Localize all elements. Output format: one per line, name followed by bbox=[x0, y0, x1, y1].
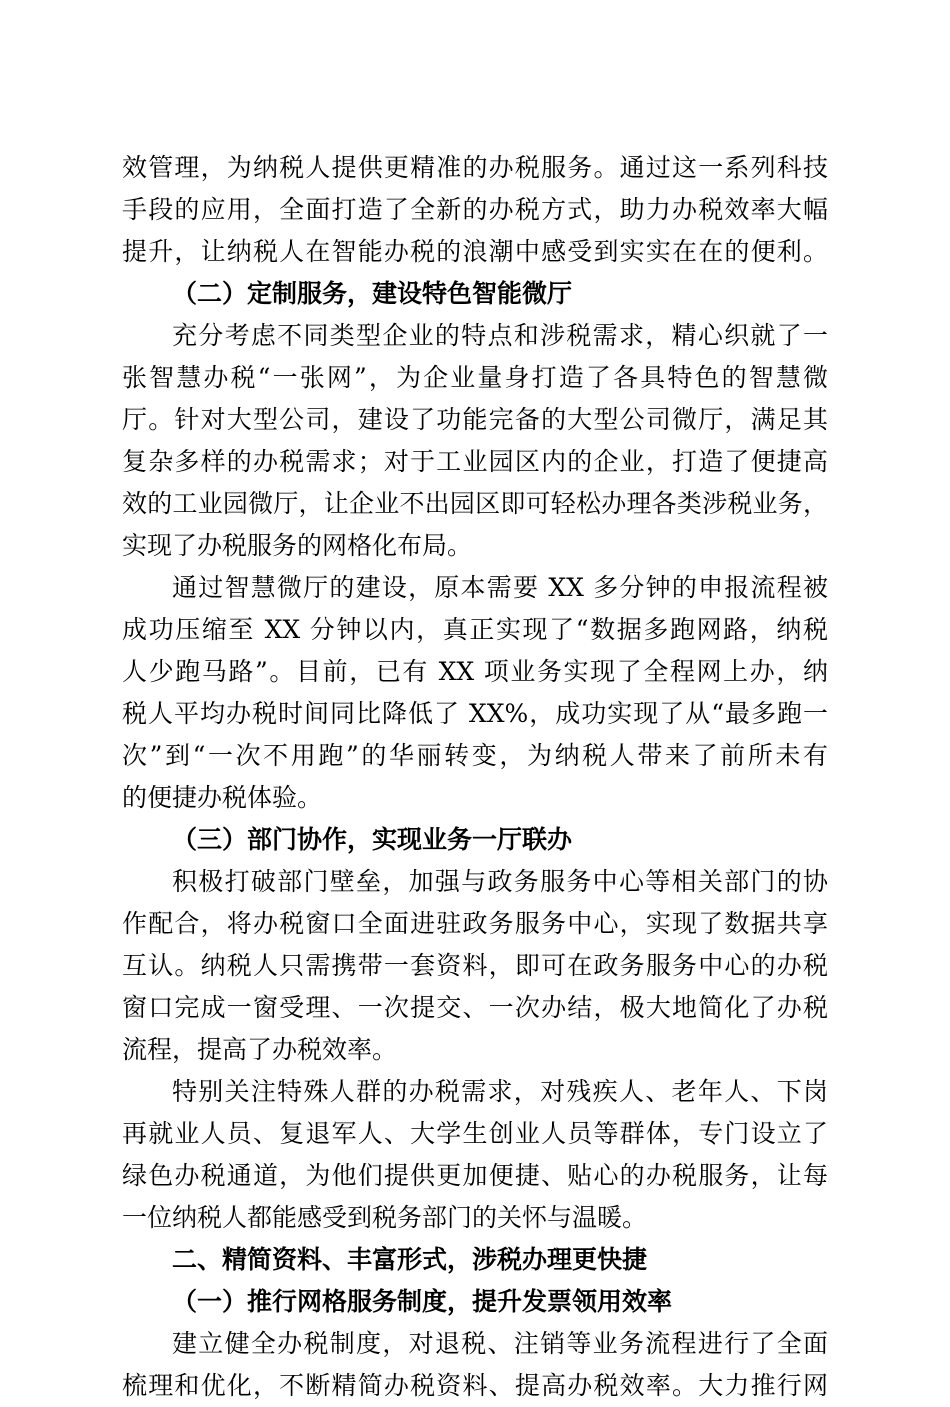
paragraph-line: 梳理和优化，不断精简办税资料、提高办税效率。大力推行网 bbox=[122, 1371, 828, 1400]
section-heading: 二、精简资料、丰富形式，涉税办理更快捷 bbox=[172, 1245, 648, 1274]
paragraph-line: 窗口完成一窗受理、一次提交、一次办结，极大地简化了办税 bbox=[122, 993, 828, 1022]
section-subheading: （三）部门协作，实现业务一厅联办 bbox=[172, 825, 573, 854]
paragraph-line: 绿色办税通道，为他们提供更加便捷、贴心的办税服务，让每 bbox=[122, 1161, 828, 1190]
paragraph-line: 再就业人员、复退军人、大学生创业人员等群体，专门设立了 bbox=[122, 1119, 828, 1148]
paragraph-last-line: 一位纳税人都能感受到税务部门的关怀与温暖。 bbox=[122, 1203, 648, 1232]
paragraph-line: 次”到“一次不用跑”的华丽转变，为纳税人带来了前所未有 bbox=[122, 741, 828, 770]
paragraph-first-line: 积极打破部门壁垒，加强与政务服务中心等相关部门的协 bbox=[172, 867, 828, 896]
section-subheading: （一）推行网格服务制度，提升发票领用效率 bbox=[172, 1287, 673, 1316]
paragraph-line: 提升，让纳税人在智能办税的浪潮中感受到实实在在的便利。 bbox=[122, 237, 828, 266]
document-page bbox=[122, 147, 828, 1407]
paragraph-first-line: 建立健全办税制度，对退税、注销等业务流程进行了全面 bbox=[172, 1329, 828, 1358]
paragraph-line: 复杂多样的办税需求；对于工业园区内的企业，打造了便捷高 bbox=[122, 447, 828, 476]
paragraph-line: 效的工业园微厅，让企业不出园区即可轻松办理各类涉税业务， bbox=[122, 489, 828, 518]
paragraph-last-line: 实现了办税服务的网格化布局。 bbox=[122, 531, 473, 560]
paragraph-first-line: 通过智慧微厅的建设，原本需要 XX 多分钟的申报流程被 bbox=[172, 573, 828, 602]
section-subheading: （二）定制服务，建设特色智能微厅 bbox=[172, 279, 573, 308]
paragraph-line: 成功压缩至 XX 分钟以内，真正实现了“数据多跑网路，纳税 bbox=[122, 615, 828, 644]
paragraph-line: 人少跑马路”。目前，已有 XX 项业务实现了全程网上办，纳 bbox=[122, 657, 828, 686]
paragraph-line: 张智慧办税“一张网”，为企业量身打造了各具特色的智慧微 bbox=[122, 363, 828, 392]
paragraph-first-line: 特别关注特殊人群的办税需求，对残疾人、老年人、下岗 bbox=[172, 1077, 828, 1106]
paragraph-last-line: 流程，提高了办税效率。 bbox=[122, 1035, 398, 1064]
paragraph-first-line: 充分考虑不同类型企业的特点和涉税需求，精心织就了一 bbox=[172, 321, 828, 350]
paragraph-line: 效管理，为纳税人提供更精准的办税服务。通过这一系列科技 bbox=[122, 153, 828, 182]
paragraph-line: 作配合，将办税窗口全面进驻政务服务中心，实现了数据共享 bbox=[122, 909, 828, 938]
paragraph-last-line: 的便捷办税体验。 bbox=[122, 783, 323, 812]
paragraph-line: 厅。针对大型公司，建设了功能完备的大型公司微厅，满足其 bbox=[122, 405, 828, 434]
paragraph-line: 税人平均办税时间同比降低了 XX%，成功实现了从“最多跑一 bbox=[122, 699, 828, 728]
paragraph-line: 互认。纳税人只需携带一套资料，即可在政务服务中心的办税 bbox=[122, 951, 828, 980]
paragraph-line: 手段的应用，全面打造了全新的办税方式，助力办税效率大幅 bbox=[122, 195, 828, 224]
